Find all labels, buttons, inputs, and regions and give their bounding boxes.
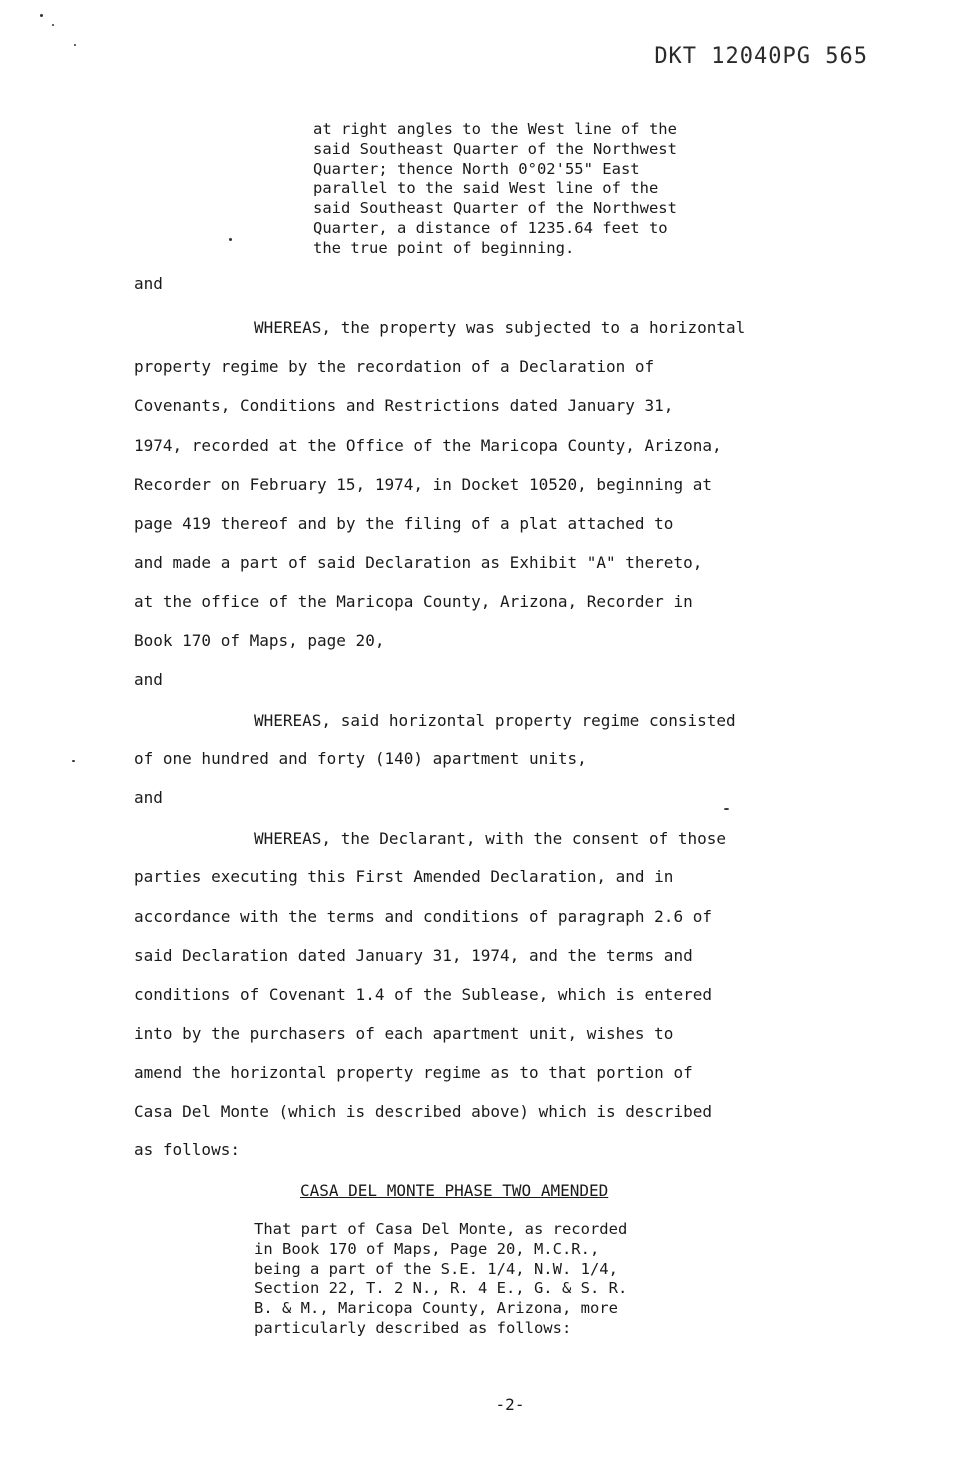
indented-line: parallel to the said West line of the [313, 179, 659, 198]
scan-speck [229, 238, 232, 241]
body-text-line: and [134, 670, 163, 689]
indented-line: at right angles to the West line of the [313, 120, 677, 138]
body-text-line: WHEREAS, said horizontal property regime consisted [254, 711, 736, 730]
scan-speck [40, 14, 43, 17]
body-text-line: said Declaration dated January 31, 1974, and the terms and [134, 946, 693, 965]
indented-line: the true point of beginning. [313, 238, 575, 257]
scan-speck [52, 24, 54, 26]
scan-speck [74, 44, 76, 46]
body-text-line: of one hundred and forty (140) apartment units, [134, 749, 587, 768]
body-text-line: amend the horizontal property regime as to that portion of [134, 1063, 693, 1082]
legal-line: B. & M., Maricopa County, Arizona, more [254, 1299, 618, 1318]
body-text-line: accordance with the terms and conditions of paragraph 2.6 of [134, 907, 712, 926]
body-text-line: at the office of the Maricopa County, Arizona, Recorder in [134, 592, 693, 611]
body-text-line: and [134, 274, 163, 293]
body-text-line: into by the purchasers of each apartment unit, wishes to [134, 1024, 674, 1043]
body-text-line: as follows: [134, 1140, 240, 1159]
body-text-line: page 419 thereof and by the filing of a plat attached to [134, 514, 674, 533]
section-heading: CASA DEL MONTE PHASE TWO AMENDED [300, 1181, 609, 1200]
indented-line: said Southeast Quarter of the Northwest [313, 199, 677, 218]
indented-line: Quarter; thence North 0°02'55" East [313, 159, 640, 178]
body-text-line: Casa Del Monte (which is described above) which is described [134, 1102, 712, 1121]
body-text-line: and [134, 788, 163, 807]
metes-bounds-continuation [313, 120, 793, 259]
body-text-line: parties executing this First Amended Declaration, and in [134, 867, 674, 886]
legal-line: in Book 170 of Maps, Page 20, M.C.R., [254, 1239, 600, 1258]
body-text-line: Covenants, Conditions and Restrictions dated January 31, [134, 396, 674, 415]
scan-speck [72, 760, 75, 762]
body-text-line: conditions of Covenant 1.4 of the Sublease, which is entered [134, 985, 712, 1004]
body-text-line: property regime by the recordation of a Declaration of [134, 357, 655, 376]
legal-line: particularly described as follows: [254, 1318, 572, 1337]
legal-line: That part of Casa Del Monte, as recorded [254, 1220, 628, 1238]
indented-line: Quarter, a distance of 1235.64 feet to [313, 218, 668, 237]
body-text-line: WHEREAS, the property was subjected to a horizontal [254, 318, 746, 337]
page-number: -2- [495, 1395, 525, 1414]
docket-page-reference: DKT 12040PG 565 [654, 44, 868, 69]
body-text-line: Book 170 of Maps, page 20, [134, 631, 385, 650]
scan-speck [724, 808, 729, 810]
body-text-line: 1974, recorded at the Office of the Maricopa County, Arizona, [134, 436, 722, 455]
indented-line: said Southeast Quarter of the Northwest [313, 139, 677, 158]
body-text-line: and made a part of said Declaration as Exhibit "A" thereto, [134, 553, 703, 572]
body-text-line: WHEREAS, the Declarant, with the consent of those [254, 829, 727, 848]
legal-line: Section 22, T. 2 N., R. 4 E., G. & S. R. [254, 1279, 628, 1298]
legal-description-block [254, 1220, 754, 1339]
body-text-line: Recorder on February 15, 1974, in Docket 10520, beginning at [134, 475, 712, 494]
legal-line: being a part of the S.E. 1/4, N.W. 1/4, [254, 1259, 618, 1278]
